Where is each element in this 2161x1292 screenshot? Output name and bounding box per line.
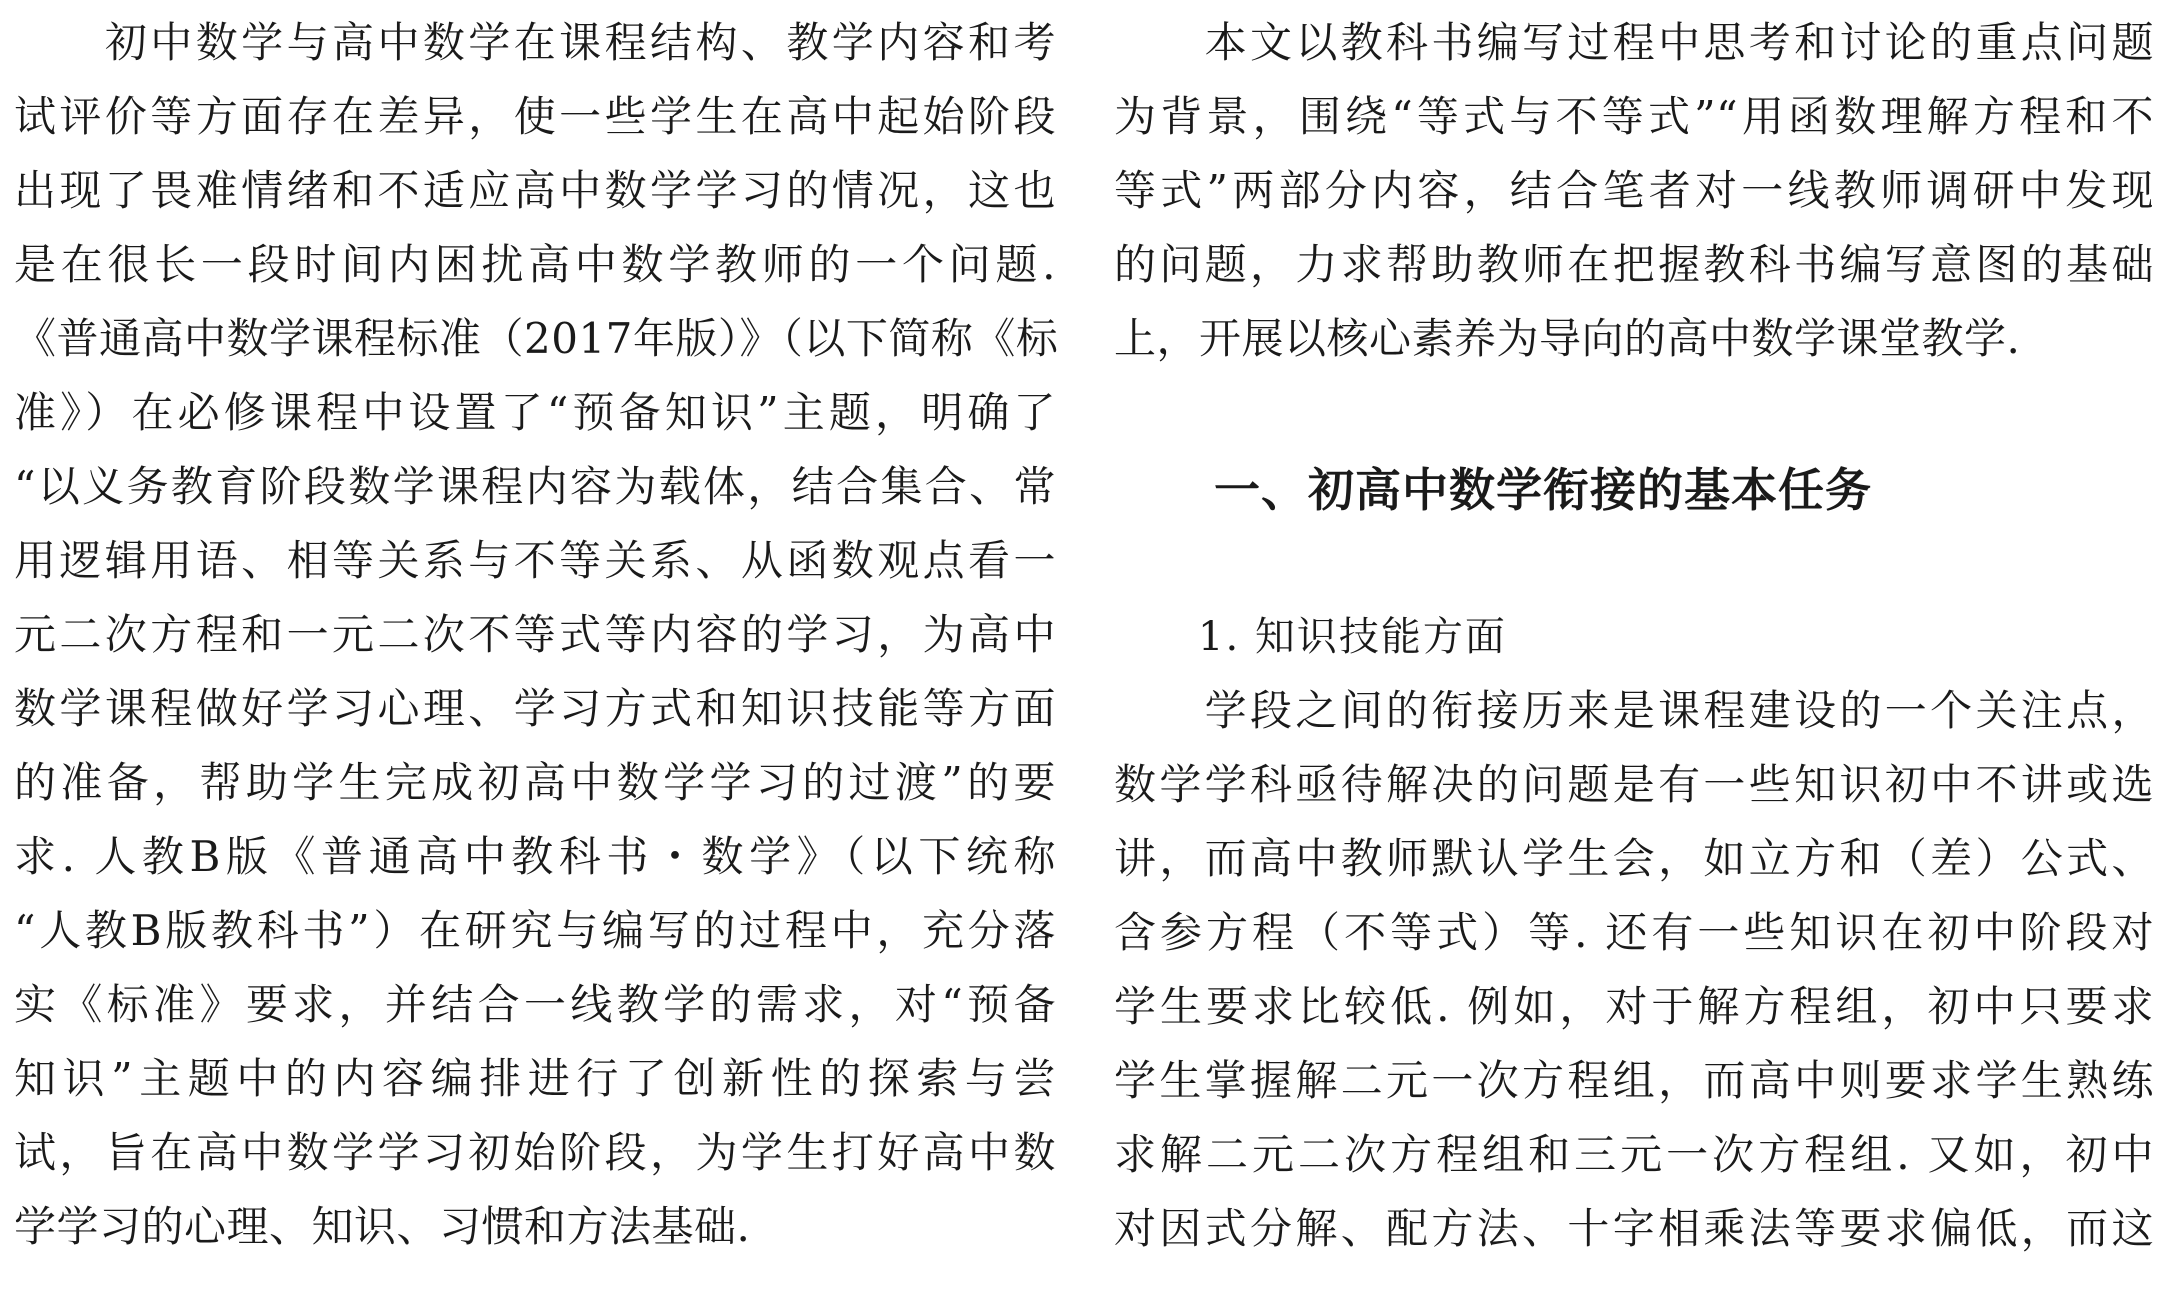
left-line-1: 初中数学与高中数学在课程结构、教学内容和考: [14, 18, 1056, 67]
right-intro-line-2: 为背景，围绕“等式与不等式”“用函数理解方程和不: [1114, 92, 2154, 141]
left-line-9: 元二次方程和一元二次不等式等内容的学习，为高中: [14, 610, 1056, 659]
subsection-heading: 1. 知识技能方面: [1198, 614, 1507, 660]
left-line-17: 学学习的心理、知识、习惯和方法基础.: [14, 1202, 751, 1251]
left-line-7: “以义务教育阶段数学课程内容为载体，结合集合、常: [14, 462, 1056, 511]
left-line-3: 出现了畏难情绪和不适应高中数学学习的情况，这也: [14, 166, 1056, 215]
left-line-4: 是在很长一段时间内困扰高中数学教师的一个问题.: [14, 240, 1056, 289]
left-line-12: 求. 人教B版《普通高中教科书・数学》（以下统称: [14, 832, 1056, 881]
right-intro-line-1: 本文以教科书编写过程中思考和讨论的重点问题: [1114, 18, 2154, 67]
left-line-13: “人教B版教科书”）在研究与编写的过程中，充分落: [14, 906, 1056, 955]
section-heading: 一、初高中数学衔接的基本任务: [1214, 463, 1872, 517]
right-body-line-4: 含参方程（不等式）等. 还有一些知识在初中阶段对: [1114, 908, 2154, 957]
right-body-line-3: 讲，而高中教师默认学生会，如立方和（差）公式、: [1114, 834, 2154, 883]
right-body-line-5: 学生要求比较低. 例如，对于解方程组，初中只要求: [1114, 982, 2154, 1031]
left-line-15: 知识”主题中的内容编排进行了创新性的探索与尝: [14, 1054, 1056, 1103]
left-line-8: 用逻辑用语、相等关系与不等关系、从函数观点看一: [14, 536, 1056, 585]
right-intro-line-4: 的问题，力求帮助教师在把握教科书编写意图的基础: [1114, 240, 2154, 289]
left-line-16: 试，旨在高中数学学习初始阶段，为学生打好高中数: [14, 1128, 1056, 1177]
right-body-line-2: 数学学科亟待解决的问题是有一些知识初中不讲或选: [1114, 760, 2154, 809]
left-line-14: 实《标准》要求，并结合一线教学的需求，对“预备: [14, 980, 1056, 1029]
right-body-line-1: 学段之间的衔接历来是课程建设的一个关注点，: [1114, 686, 2154, 735]
right-body-line-8: 对因式分解、配方法、十字相乘法等要求偏低，而这: [1114, 1204, 2154, 1253]
right-intro-line-5: 上，开展以核心素养为导向的高中数学课堂教学.: [1114, 314, 2021, 363]
left-line-11: 的准备，帮助学生完成初高中数学学习的过渡”的要: [14, 758, 1056, 807]
left-line-2: 试评价等方面存在差异，使一些学生在高中起始阶段: [14, 92, 1056, 141]
right-body-line-7: 求解二元二次方程组和三元一次方程组. 又如，初中: [1114, 1130, 2154, 1179]
left-line-6: 准》）在必修课程中设置了“预备知识”主题，明确了: [14, 388, 1056, 437]
left-line-10: 数学课程做好学习心理、学习方式和知识技能等方面: [14, 684, 1056, 733]
left-line-5: 《普通高中数学课程标准（2017年版）》（以下简称《标: [14, 314, 1059, 363]
right-intro-line-3: 等式”两部分内容，结合笔者对一线教师调研中发现: [1114, 166, 2154, 215]
right-body-line-6: 学生掌握解二元一次方程组，而高中则要求学生熟练: [1114, 1056, 2154, 1105]
